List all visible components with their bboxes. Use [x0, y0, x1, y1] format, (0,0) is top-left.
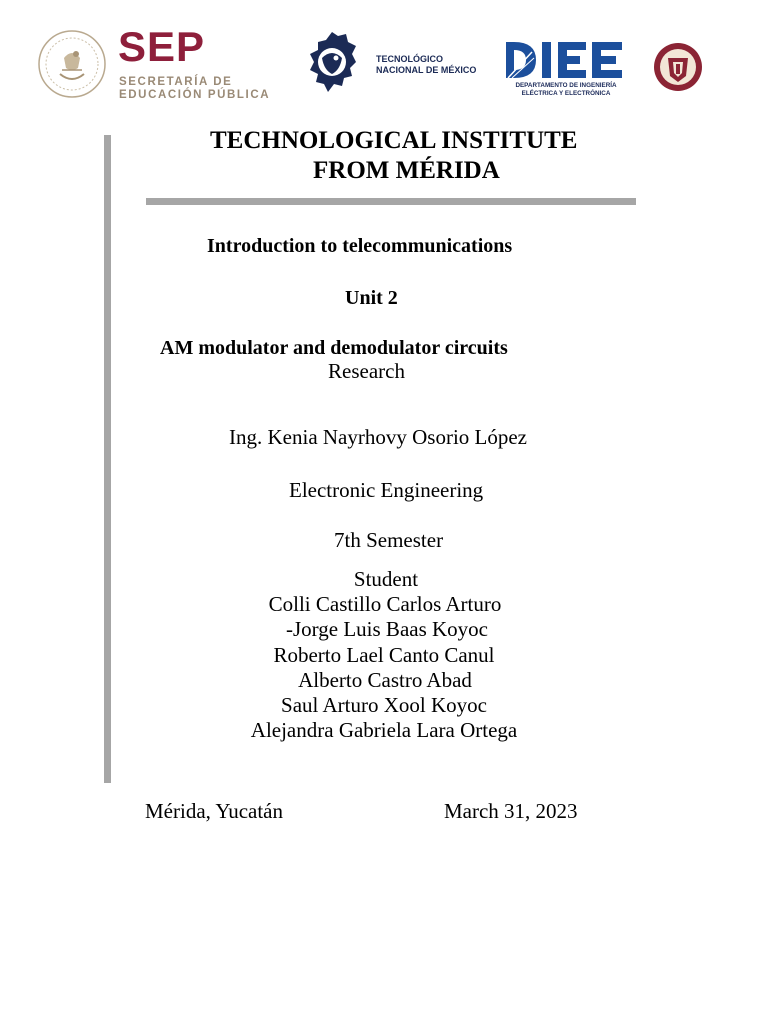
student-name: Roberto Lael Canto Canul	[273, 642, 495, 667]
horizontal-divider-bar	[146, 198, 636, 205]
diee-logo-subtitle	[506, 82, 626, 98]
title-line2: FROM MÉRIDA	[313, 157, 500, 184]
sep-logo-wordmark: SEP	[118, 23, 206, 70]
students-label: Student	[353, 567, 419, 591]
student-name: Colli Castillo Carlos Arturo	[268, 592, 502, 617]
diee-logo	[504, 38, 624, 82]
tecnm-logo-text	[376, 54, 476, 76]
sep-subtitle-line1: SECRETARÍA DE	[119, 76, 233, 88]
diee-subtitle-line1: DEPARTAMENTO DE INGENIERÍA	[515, 82, 617, 89]
institute-seal-logo	[652, 40, 704, 94]
topic-title: AM modulator and demodulator circuits	[160, 337, 508, 359]
unit-label: Unit 2	[345, 287, 398, 309]
student-name: Alberto Castro Abad	[298, 667, 472, 692]
title-line1: TECHNOLOGICAL INSTITUTE	[210, 127, 578, 154]
tecnm-text-line1: TECNOLÓGICO	[376, 54, 443, 64]
mexico-coat-of-arms-logo	[36, 28, 108, 100]
student-name: Saul Arturo Xool Koyoc	[281, 693, 487, 718]
tecnm-logo-icon	[306, 30, 358, 96]
students-block	[2, 567, 768, 743]
sep-subtitle-line2: EDUCACIÓN PÚBLICA	[119, 89, 271, 101]
place: Mérida, Yucatán	[145, 799, 283, 823]
document-type: Research	[328, 359, 405, 383]
date: March 31, 2023	[444, 799, 578, 823]
course-name: Introduction to telecommunications	[207, 235, 513, 257]
career-name: Electronic Engineering	[289, 478, 484, 502]
diee-subtitle-line2: ELÉCTRICA Y ELECTRÓNICA	[521, 90, 611, 97]
student-name: -Jorge Luis Baas Koyoc	[286, 617, 488, 642]
tecnm-text-line2: NACIONAL DE MÉXICO	[376, 65, 477, 75]
sep-logo-subtitle	[119, 76, 270, 102]
teacher-name: Ing. Kenia Nayrhovy Osorio López	[229, 425, 527, 449]
student-name: Alejandra Gabriela Lara Ortega	[250, 718, 518, 743]
semester: 7th Semester	[334, 528, 444, 552]
